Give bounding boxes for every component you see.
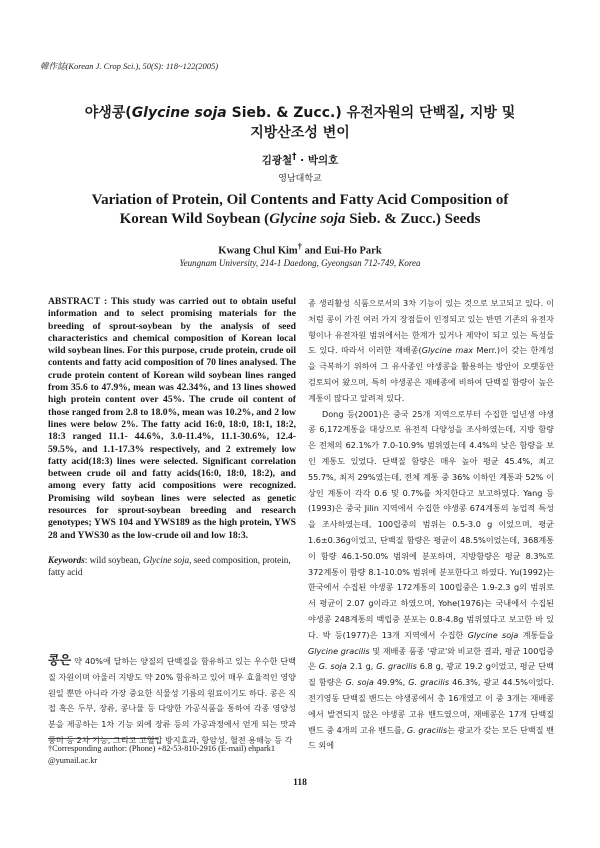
korean-affiliation: 영남대학교 bbox=[278, 174, 322, 184]
english-authors bbox=[0, 241, 600, 257]
paragraph-2 bbox=[308, 407, 554, 755]
footnote-line1: †Corresponding author: (Phone) +82-53-810-2916 (E-mail) ehpark1 bbox=[48, 744, 276, 753]
english-title-line1: Variation of Protein, Oil Contents and Fatty Acid Composition of bbox=[91, 192, 509, 208]
p2-text-f: 49.9%, bbox=[373, 677, 409, 688]
p2-species4: G. gracilis bbox=[376, 661, 417, 672]
footnote-divider bbox=[48, 738, 158, 739]
korean-title-part2: Sieb. & Zucc.) 유전자원의 단백질, 지방 및 bbox=[226, 105, 516, 121]
p2-text-g: 46.3%, 광교 44.5%이었다. 전기영동 단백질 밴드는 야생콩에서 총 16개였고 이 중 3개는 재배콩에서 발견되지 않은 야생콩 고유 밴드였으며, 재배콩은 17개 단백질 밴드 중 4개의 고유 밴드를, bbox=[308, 677, 555, 735]
p2-text-b: 계통들을 bbox=[518, 629, 554, 640]
p2-text: Dong 등(2001)은 중국 25개 지역으로부터 수집한 일년생 야생콩 6,172계통을 대상으로 유전적 다양성을 조사하였는데, 지방 함량은 전체의 62.1%가 7.0-10.9% 범위였는데 4.4%의 낮은 함량을 보인 계통도 있었다. 단백질 함량은 매우 높아 평균 45.4%, 최고 55.7%, 최저 29%였는데, 전체 계통 중 36% 이하인 계통과 52% 이상인 계통이 각각 0.6 및 0.7%를 차지한다고 보고하였다. Yang 등(1993)은 중국 Jilin 지역에서 수집한 야생콩 674계통의 농업적 특성을 조사하였는데, 100립중의 범위는 0.5-3.0 g 이었으며, 평균 1.6±0.36g이었고, 단백질 함량은 평균이 48.5%이었는데, 368계통이 함량 46.1-50.0% 범위에 분포하며, 지방함량은 평균 8.3%로 372계통이 함량 8.1-10.0% 범위에 분포한다고 하였다. Yu(1992)는 한국에서 수집된 야생콩 172계통의 100립중은 1.9-2.3 g의 범위로서 평균이 2.07 g이라고 하였으며, Yohe(1976)는 국내에서 수집된 야생콩 248계통의 백립중 분포는 0.8-4.8g 범위였다고 보고한 바 있다. 박 등(1977)은 13개 지역에서 수집한 bbox=[308, 408, 554, 640]
english-title bbox=[60, 191, 540, 229]
korean-author-2: · 박의호 bbox=[296, 154, 339, 167]
intro-dropcap: 콩은 bbox=[48, 653, 72, 667]
p2-species3: G. soja bbox=[318, 661, 347, 672]
korean-title bbox=[60, 103, 540, 143]
english-author-1: Kwang Chul Kim bbox=[218, 245, 298, 257]
introduction-left bbox=[48, 653, 296, 749]
korean-title-species: Glycine soja bbox=[131, 105, 227, 121]
english-title-line2a: Korean Wild Soybean ( bbox=[119, 211, 270, 227]
abstract: ABSTRACT : This study was carried out to obtain useful information and to select promising materials for the breeding of sprout-soybean by the analysis of seed characteristics and chemical composition of Korean local wild soybean lines. For this purpose, crude protein, crude oil contents and fatty acid composition of 70 lines analysed. The crude protein content of Korean wild soybean lines ranged from 35.6 to 47.9%, mean was 42.34%, and 13 lines showed high protein content over 45%. The crude oil content of those ranged from 2.8 to 18.0%, mean was 10.2%, and 2 low lines were below 2%. The fatty acid 16:0, 18:0, 18:1, 18:2, 18:3 ranged 11.1- 44.6%, 3.0-11.4%, 11.1-30.6%, 12.4-59.5%, and 1.1-17.3% respectively, and 2 extremely low fatty acid(18:3) lines were selected. Significant correlation between crude oil and fatty acids(16:0, 18:0, 18:2), and among every fatty acid compositions were recognized. Promising wild soybean lines were selected as genetic resources for sprout-soybean breeding and research genotypes; YWS 104 and YWS189 as the high protein, YWS 28 and YWS30 as the low-crude oil and low 18:3. bbox=[48, 296, 296, 541]
p2-text-c: 및 재배종 품종 '광교'와 비교한 결과, 평균 100립중은 bbox=[308, 645, 554, 672]
english-author-2: and Eui-Ho Park bbox=[302, 245, 382, 257]
korean-title-part1: 야생콩( bbox=[84, 105, 132, 121]
footnote bbox=[48, 743, 308, 767]
journal-header: 韓作誌(Korean J. Crop Sci.), 50(S): 118~122(2005) bbox=[40, 61, 219, 71]
page-number: 118 bbox=[293, 778, 307, 788]
paragraph-1 bbox=[308, 296, 554, 407]
p1-species: Glycine max bbox=[421, 345, 474, 356]
p2-species5: G. soja bbox=[345, 677, 374, 688]
keywords-species: Glycine soja bbox=[142, 554, 190, 565]
english-title-line2b: Sieb. & Zucc.) Seeds bbox=[345, 211, 481, 227]
keywords-text-b: , seed composition, protein, fatty acid bbox=[48, 554, 291, 577]
footnote-line2: @yumail.ac.kr bbox=[48, 756, 98, 765]
keywords-label: Keywords bbox=[48, 554, 85, 565]
keywords-text-a: : wild soybean, bbox=[84, 554, 143, 565]
p2-text-e: 6.8 g, 광교 19.2 g이었고, 평균 단백질 함량은 bbox=[308, 661, 554, 688]
p1-text: 종 생리활성 식품으로서의 3차 기능이 있는 것으로 보고되고 있다. 이처럼 콩이 가진 여러 가지 장점들이 인정되고 있는 반면 기존의 유전자형이나 유전자원 범위에서는 한계가 있거나 제약이 되고 있는 특성들도 있다. 따라서 이러한 재배종( bbox=[308, 298, 554, 356]
p2-species6: G. gracilis bbox=[408, 677, 450, 688]
p2-species1: Glycine soja bbox=[467, 629, 519, 640]
p1-text-b: Merr.)이 갖는 한계성을 극복하기 위하여 그 유사종인 야생콩을 활용하는 방안이 오랫동안 검토되어 왔으며, 특히 야생콩은 재배종에 비하여 단백질 함량이 높은 계통이 많다고 알려져 있다. bbox=[308, 345, 555, 403]
korean-author-1: 김광철 bbox=[261, 154, 293, 167]
keywords bbox=[48, 554, 296, 578]
english-title-species: Glycine soja bbox=[269, 211, 346, 227]
p2-species2: Glycine gracilis bbox=[308, 645, 370, 656]
english-affiliation: Yeungnam University, 214-1 Daedong, Gyeongsan 712-749, Korea bbox=[179, 258, 421, 268]
intro-text: 약 40%에 달하는 양질의 단백질을 함유하고 있는 우수한 단백질 자원이며 아울러 지방도 약 20% 함유하고 있어 매우 효율적인 영양원일 뿐만 아니라 가장 중요한 식물성 기름의 원료이기도 하다. 콩은 직접 혹은 두부, 장류, 콩나물 등 다양한 가공식품을 통하여 각종 영양성분을 제공하는 1차 기능 외에 장류 등의 가공과정에서 얻게 되는 맛과 풍미 등 2차 기능, 그리고 고혈압 방지효과, 항암성, 혈전 용해능 등 각 bbox=[48, 656, 296, 745]
p2-species7: G. gracilis bbox=[406, 724, 448, 735]
p2-text-h: 는 광교가 갖는 모든 단백질 밴드 외에 bbox=[308, 724, 554, 751]
left-column bbox=[48, 296, 296, 745]
korean-authors bbox=[0, 152, 600, 168]
p2-text-d: 2.1 g, bbox=[346, 661, 377, 672]
korean-title-line2: 지방산조성 변이 bbox=[250, 125, 350, 141]
right-column bbox=[308, 296, 554, 754]
english-author-mark: † bbox=[297, 241, 303, 251]
korean-author-mark: † bbox=[292, 152, 297, 162]
